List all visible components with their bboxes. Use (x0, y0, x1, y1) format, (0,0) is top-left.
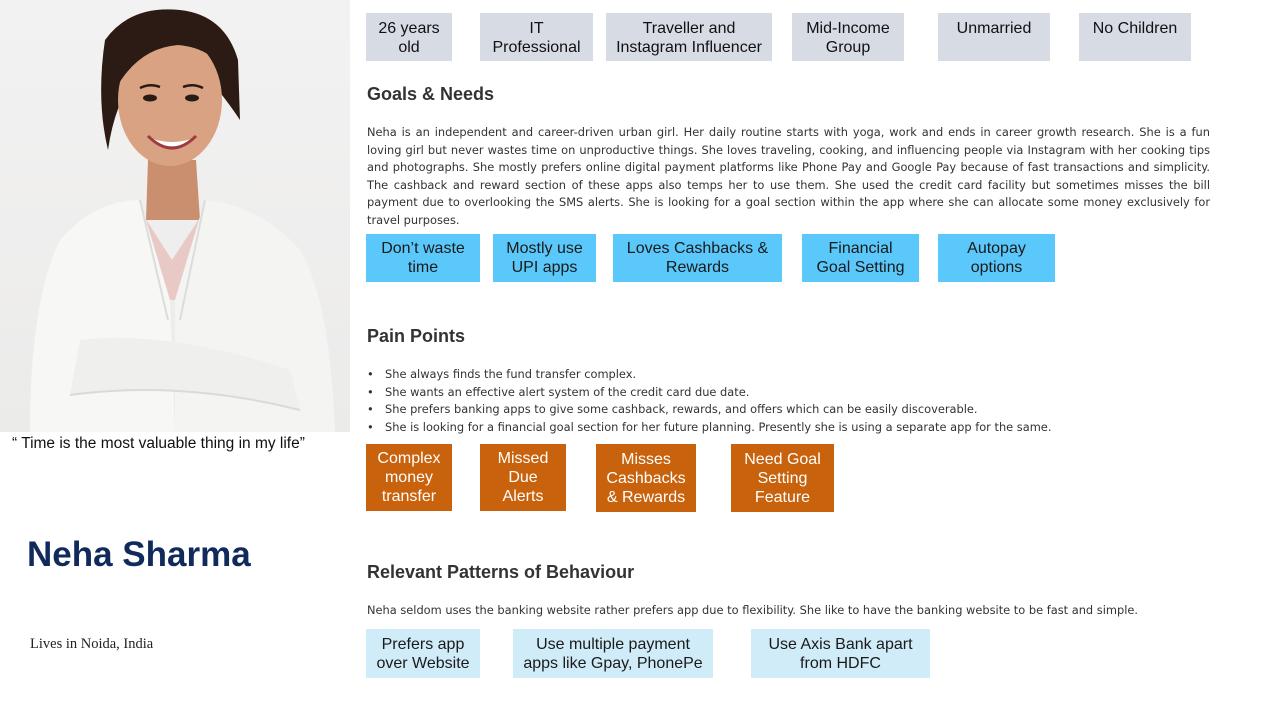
behaviour-tag-banks: Use Axis Bank apart from HDFC (751, 629, 930, 678)
behaviour-tag-payment-apps: Use multiple payment apps like Gpay, PhonePe (513, 629, 713, 678)
woman-portrait-image (0, 0, 350, 432)
persona-name: Neha Sharma (27, 535, 251, 574)
demographic-tag-age: 26 years old (366, 13, 452, 61)
demographic-tag-income: Mid-Income Group (792, 13, 904, 61)
behaviour-tag-app: Prefers app over Website (366, 629, 480, 678)
pain-tag-cashbacks: Misses Cashbacks & Rewards (596, 444, 696, 512)
pain-tag-due-alerts: Missed Due Alerts (480, 444, 566, 511)
goals-needs-description: Neha is an independent and career-driven urban girl. Her daily routine starts with yoga, work and ends in career growth research. She is a fun loving girl but never wastes time on unproductive things. She loves traveling, cooking, and influencing people via Instagram with her cooking tips and photographs. She mostly prefers online digital payment platforms like Phone Pay and Google Pay because of fast transactions and simplicity. The cashback and reward section of these apps also temps her to use them. She used the credit card facility but sometimes misses the bill payment due to overlooking the SMS alerts. She is looking for a goal section within the app where she can allocate some money exclusively for travel purposes. (367, 125, 1210, 227)
pain-tag-money-transfer: Complex money transfer (366, 444, 452, 511)
pain-tag-goal-setting: Need Goal Setting Feature (731, 444, 834, 512)
bullet-icon: • (367, 402, 374, 417)
goal-tag-financial-goal: Financial Goal Setting (802, 234, 919, 282)
persona-location: Lives in Noida, India (30, 636, 154, 652)
bullet-icon: • (367, 419, 374, 434)
pain-points-heading: Pain Points (367, 326, 466, 346)
bullet-icon: • (367, 384, 374, 399)
demographic-tag-profession: IT Professional (480, 13, 593, 61)
goal-tag-upi: Mostly use UPI apps (493, 234, 596, 282)
demographic-tag-marital-status: Unmarried (938, 13, 1050, 61)
list-item: • She is looking for a financial goal section for her future planning. Presently she is using a separate app for the same. (367, 419, 1227, 437)
demographic-tag-interests: Traveller and Instagram Influencer (606, 13, 772, 61)
list-item: • She prefers banking apps to give some cashback, rewards, and offers which can be easily discoverable. (367, 401, 1227, 419)
behaviour-heading: Relevant Patterns of Behaviour (367, 562, 635, 582)
persona-quote: “ Time is the most valuable thing in my life” (12, 435, 305, 452)
behaviour-description: Neha seldom uses the banking website rather prefers app due to flexibility. She like to have the banking website to be fast and simple. (367, 603, 1139, 617)
bullet-icon: • (367, 367, 374, 381)
goals-needs-heading: Goals & Needs (367, 84, 495, 104)
list-item: • She wants an effective alert system of the credit card due date. (367, 384, 1227, 402)
goal-tag-time: Don’t waste time (366, 234, 480, 282)
demographic-tag-children: No Children (1079, 13, 1191, 61)
pain-points-list (367, 366, 1227, 436)
goal-tag-cashbacks: Loves Cashbacks & Rewards (613, 234, 782, 282)
persona-photo (0, 0, 350, 432)
goal-tag-autopay: Autopay options (938, 234, 1055, 282)
list-item: • She always finds the fund transfer complex. (367, 366, 1227, 384)
